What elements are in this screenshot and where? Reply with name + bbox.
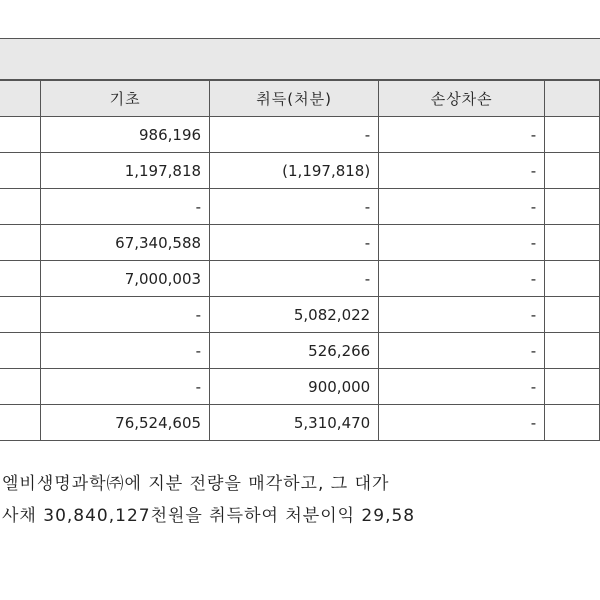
- table-cell: -: [379, 297, 545, 333]
- table-cell: -: [379, 153, 545, 189]
- table-row: [0, 189, 600, 225]
- table-cell: [545, 261, 600, 297]
- table-row: [0, 261, 600, 297]
- header-cell: [0, 81, 41, 117]
- header-cell: [545, 81, 600, 117]
- table-cell: [545, 369, 600, 405]
- table-cell: -: [210, 261, 379, 297]
- header-cell-opening: 기초: [41, 81, 210, 117]
- footnote-text: [0, 468, 600, 532]
- table-cell: [0, 261, 41, 297]
- table-caption-band: [0, 38, 600, 80]
- table-cell: -: [379, 405, 545, 441]
- table-cell: 986,196: [41, 117, 210, 153]
- table-row: [0, 117, 600, 153]
- table-cell: [0, 153, 41, 189]
- table-cell: [545, 333, 600, 369]
- table-cell: [0, 225, 41, 261]
- table-cell: 1,197,818: [41, 153, 210, 189]
- table-cell: [545, 153, 600, 189]
- table-cell: -: [41, 369, 210, 405]
- table-cell: [0, 369, 41, 405]
- table-cell: -: [379, 189, 545, 225]
- table-cell: [545, 297, 600, 333]
- footnote-line: 사채 30,840,127천원을 취득하여 처분이익 29,58: [2, 506, 416, 526]
- table-row: [0, 225, 600, 261]
- table-cell: -: [379, 225, 545, 261]
- table-cell: 5,310,470: [210, 405, 379, 441]
- table-row: [0, 369, 600, 405]
- table-cell: (1,197,818): [210, 153, 379, 189]
- footnote-line: 엘비생명과학㈜에 지분 전량을 매각하고, 그 대가: [2, 474, 390, 494]
- table-cell: [545, 225, 600, 261]
- table-cell: [0, 117, 41, 153]
- table-cell: [0, 405, 41, 441]
- table-cell: 7,000,003: [41, 261, 210, 297]
- investment-table: [0, 80, 600, 441]
- table-row: [0, 333, 600, 369]
- table-row: [0, 405, 600, 441]
- table-cell: -: [379, 333, 545, 369]
- table-cell: -: [379, 117, 545, 153]
- table-row: [0, 297, 600, 333]
- table-cell: [0, 297, 41, 333]
- table-row: [0, 153, 600, 189]
- table-cell: 5,082,022: [210, 297, 379, 333]
- table-cell: 526,266: [210, 333, 379, 369]
- table-cell: -: [379, 369, 545, 405]
- table-cell: -: [210, 189, 379, 225]
- table-cell: [545, 405, 600, 441]
- table-cell: -: [210, 225, 379, 261]
- table-cell: [545, 117, 600, 153]
- header-cell-impairment: 손상차손: [379, 81, 545, 117]
- table-cell: [0, 189, 41, 225]
- table-cell: [545, 189, 600, 225]
- table-cell: -: [379, 261, 545, 297]
- table-cell: -: [41, 333, 210, 369]
- table-cell: 900,000: [210, 369, 379, 405]
- table-cell: 67,340,588: [41, 225, 210, 261]
- header-cell-acquisition-disposal: 취득(처분): [210, 81, 379, 117]
- table-cell: -: [41, 297, 210, 333]
- table-cell: 76,524,605: [41, 405, 210, 441]
- table-cell: [0, 333, 41, 369]
- table-header-row: [0, 81, 600, 117]
- table-cell: -: [41, 189, 210, 225]
- table-cell: -: [210, 117, 379, 153]
